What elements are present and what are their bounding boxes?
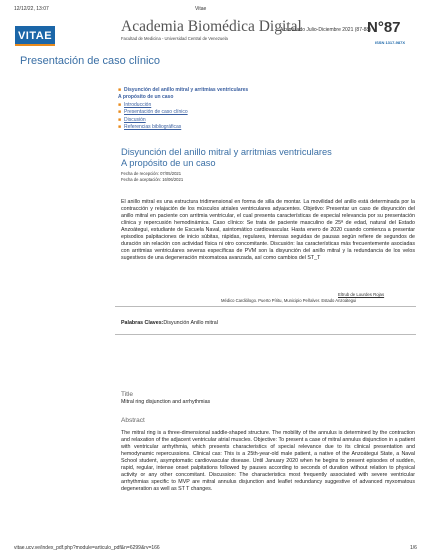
toc-item-presentacion[interactable] [118,109,248,116]
received-date: Fecha de recepción: 07/05/2021 [121,171,182,176]
keywords-value: Disyunción Anillo mitral [163,320,218,326]
toc-main-label: Disyunción del anillo mitral y arritmias ventriculares [124,87,249,93]
toc-item-introduccion[interactable] [118,102,248,109]
article-title-line1: Disyunción del anillo mitral y arritmias ventriculares [121,147,332,157]
article-title-line2: A propósito de un caso [121,158,216,168]
print-date: 12/12/22, 13:07 [14,6,49,12]
title-section-label: Title [121,391,134,398]
title-english: Mitral ring disjunction and arrhythmias [121,399,211,405]
logo-accent-bar [15,44,55,46]
bullet-icon: ■ [118,109,122,116]
article-dates [121,171,183,183]
issn: ISSN 1317-987X [375,40,406,45]
keywords-label: Palabras Claves: [121,320,164,326]
author-affiliation: Médico Cardiólogo. Puerto Píritu, Municipio Peñalver. Estado Anzoátegui [221,298,357,303]
toc-subtitle: A propósito de un caso [118,94,174,101]
keywords [121,320,218,326]
abstract-english: The mitral ring is a three-dimensional saddle-shaped structure. The mobility of the annulus is determined by the contraction and relaxation of the adjacent ventricular atrial muscles. Objective: To present a case of mitral annulus disjunction in a patient with ventricular arrhythmia, which presents characteristics of special relevance due to its clinical presentation and hemodynamic repercussions. Clinical cas: This is a 25th-year-old male patient, a native of the Anzoátegui State, a Naval School student, asymptomatic cardiovascular disease. Until January 2020 when he begins to present episodes of sudden, rapid, regular, intense onset palpitations followed by pauses according to seconds of duration without relation to physical activity or any other concomitant. Discussion: The characteristics most frequently associated with severe ventricular arrhythmias specific to MVP are mitral annulus disjunction and leaflet redundancy suggestive of advanced myxomatous degeneration as well as ST T changes. [121,430,415,492]
accumulation-period: Acumulado Julio-Diciembre 2021 (87-88) [280,27,371,33]
issue-value: 87 [383,19,401,36]
toc-main-title[interactable] [118,87,248,94]
bullet-icon: ■ [118,101,122,108]
bullet-icon: ■ [118,116,122,123]
toc-link[interactable]: Referencias bibliográficas [124,124,182,131]
toc-link[interactable]: Introducción [124,101,152,108]
print-title: Vitae [195,6,207,12]
divider [115,306,416,307]
bullet-icon: ■ [118,124,122,131]
print-page-number: 1/6 [410,545,417,551]
divider [115,334,416,335]
page-heading: Presentación de caso clínico [20,55,161,67]
toc-item-referencias[interactable] [118,124,248,131]
toc-link[interactable]: Discusión [124,116,146,123]
bullet-icon: ■ [118,87,122,93]
toc-item-discusion[interactable] [118,117,248,124]
issue-prefix: N° [367,19,384,36]
brand-name: Academia Biomédica Digital [121,18,302,35]
abstract-section-label: Abstract [121,417,145,424]
issue-number [367,19,401,36]
faculty-name: Facultad de Medicina - Universidad Central de Venezuela [121,36,228,41]
toc-link[interactable]: Presentación de caso clínico [124,109,188,116]
vitae-logo[interactable]: VITAE [15,26,55,46]
abstract-spanish: El anillo mitral es una estructura tridimensional en forma de silla de montar. La movilidad del anillo está determinada por la contracción y relajación de los músculos atriales ventriculares adyacentes. Objetivo: Presentar un caso de disyunción del anillo mitral en paciente con arritmia ventricular, el cual presenta características de especial relevancia por su presentación clínica y repercusión hemodinámica. Caso clínico: Se trata de paciente masculino de 25ª de edad, natural del Estado Anzoátegui, estudiante de Escuela Naval, asintomático cardiovascular. Hasta enero de 2020 cuando comienza a presentar episodios palpitaciones de inicio súbitas, rápidas, regulares, intensas seguidas de pausas según refiere de segundos de duración sin relación con actividad física ni otro concomitante. Discusión: las características más frecuentemente asociadas con arritmias ventriculares severas específicas de PVM son la disyunción del anillo mitral y la redundancia de los velos sugestivos de una degeneración mixomatosa avanzada, así como cambios del ST_T [121,199,415,261]
accepted-date: Fecha de aceptación: 16/06/2021 [121,177,184,182]
article-title [121,147,332,169]
print-url: vitae.ucv.ve/index_pdf.php?module=articulo_pdf&n=6299&rv=166 [14,545,160,551]
author-name[interactable]: Eltrub de Lourdes Rojas [338,292,385,297]
table-of-contents [118,87,248,131]
